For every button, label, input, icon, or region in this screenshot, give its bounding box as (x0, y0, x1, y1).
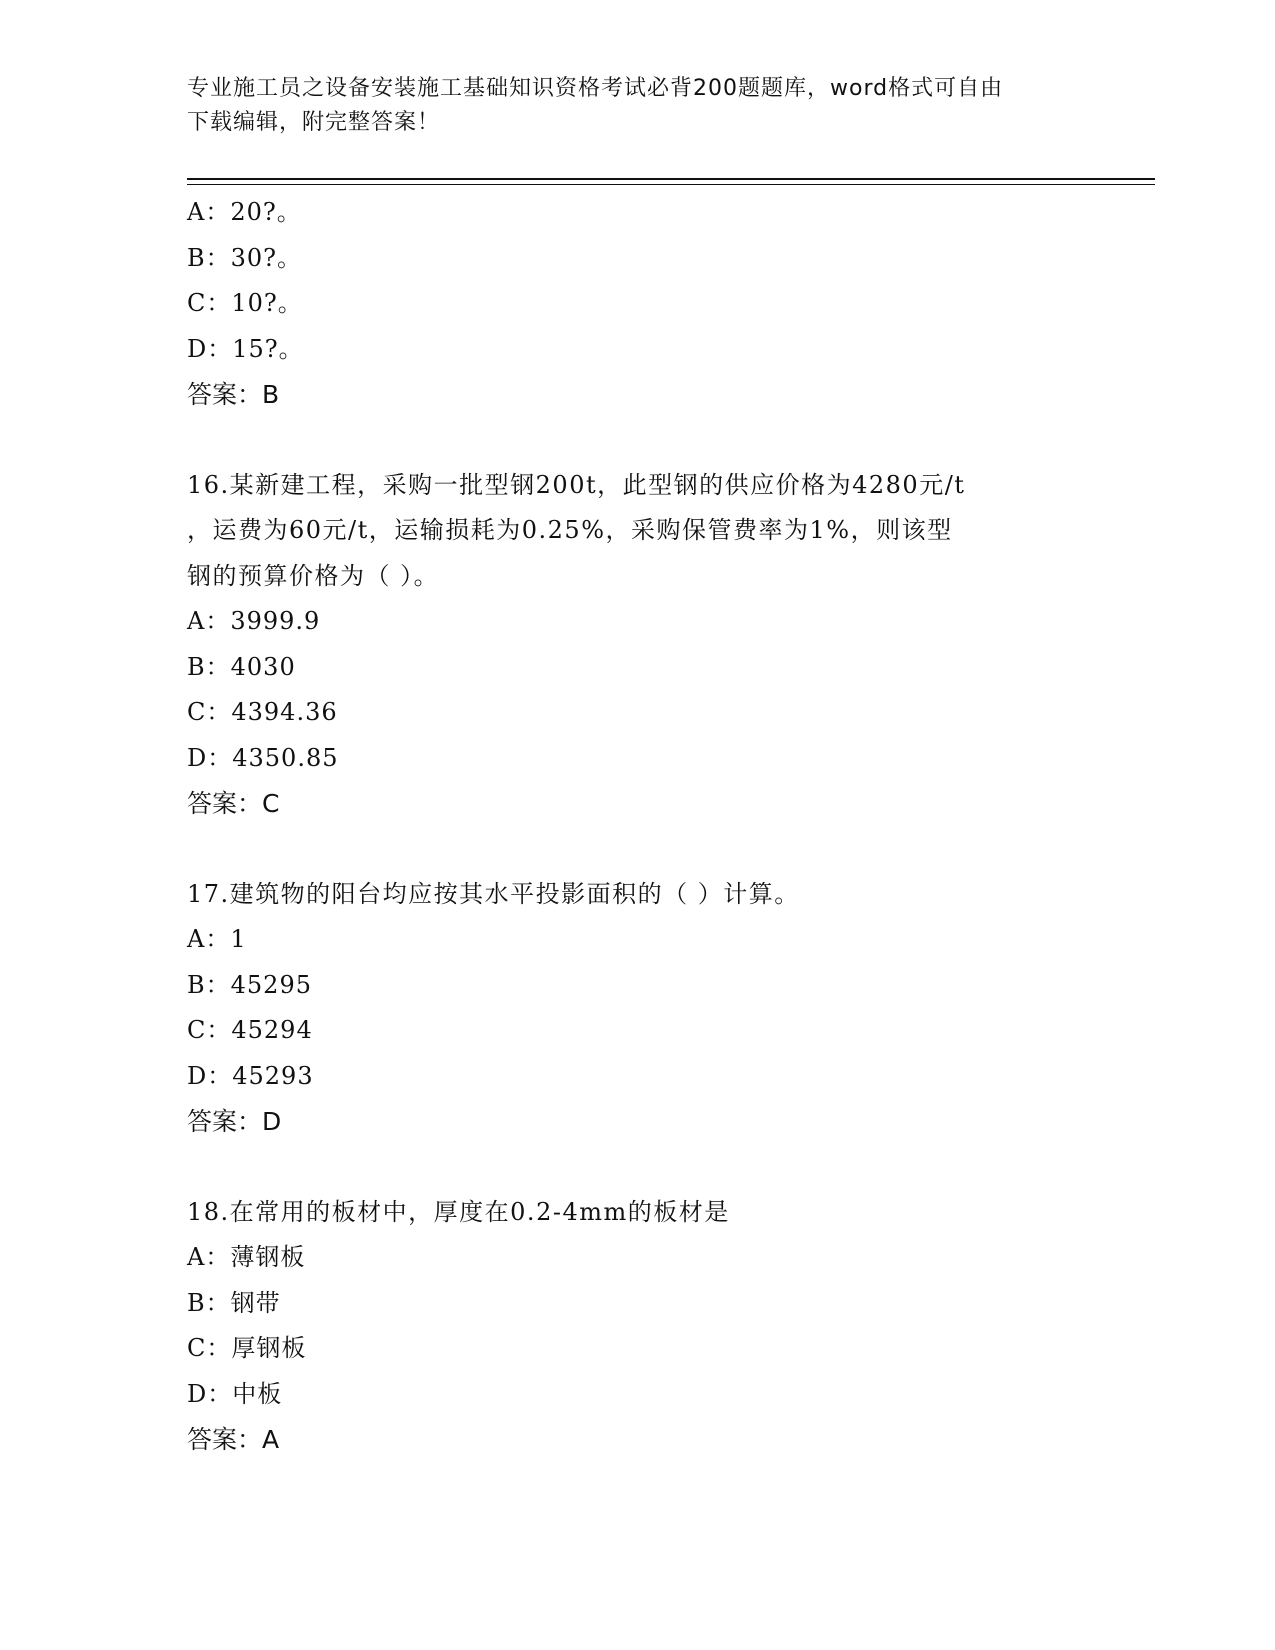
option-a: A：1 (187, 925, 247, 953)
option-a: A：3999.9 (187, 607, 321, 635)
option-d: D：4350.85 (187, 743, 339, 772)
option-a: A：20?。 (187, 198, 302, 226)
question-spacer (187, 418, 1087, 463)
question-stem-line-3: 钢的预算价格为（ ）。 (187, 561, 440, 590)
header-title-line-1: 专业施工员之设备安装施工基础知识资格考试必背200题题库，word格式可自由 (187, 76, 1004, 101)
header-title-line-2: 下载编辑，附完整答案！ (187, 110, 441, 135)
option-c: C：10?。 (187, 289, 303, 317)
answer-line: 答案：A (187, 1425, 280, 1454)
question-stem-line-1: 16.某新建工程，采购一批型钢200t，此型钢的供应价格为4280元/t (187, 470, 966, 499)
question-15 (187, 190, 1087, 418)
option-d: D：15?。 (187, 334, 304, 363)
answer-line: 答案：B (187, 380, 280, 409)
answer-line: 答案：D (187, 1107, 282, 1136)
question-stem-line-1: 18.在常用的板材中，厚度在0.2-4mm的板材是 (187, 1197, 730, 1226)
question-18 (187, 1190, 1087, 1463)
option-b: B：45295 (187, 970, 312, 999)
question-spacer (187, 1145, 1087, 1190)
option-b: B：4030 (187, 652, 296, 681)
question-stem-line-1: 17.建筑物的阳台均应按其水平投影面积的（ ）计算。 (187, 879, 800, 908)
question-stem-line-2: ，运费为60元/t，运输损耗为0.25%，采购保管费率为1%，则该型 (187, 516, 953, 544)
option-d: D：中板 (187, 1379, 283, 1408)
option-b: B：钢带 (187, 1288, 281, 1317)
option-c: C：45294 (187, 1016, 313, 1044)
option-c: C：厚钢板 (187, 1334, 307, 1362)
option-a: A：薄钢板 (187, 1243, 306, 1271)
header-divider-thin (187, 184, 1155, 185)
option-d: D：45293 (187, 1061, 314, 1090)
question-spacer (187, 827, 1087, 872)
answer-line: 答案：C (187, 789, 280, 818)
question-17 (187, 872, 1087, 1145)
option-c: C：4394.36 (187, 698, 338, 726)
option-b: B：30?。 (187, 243, 303, 272)
question-list (187, 190, 1087, 1463)
document-header (187, 72, 1087, 140)
header-divider-thick (187, 178, 1155, 180)
question-16 (187, 463, 1087, 827)
